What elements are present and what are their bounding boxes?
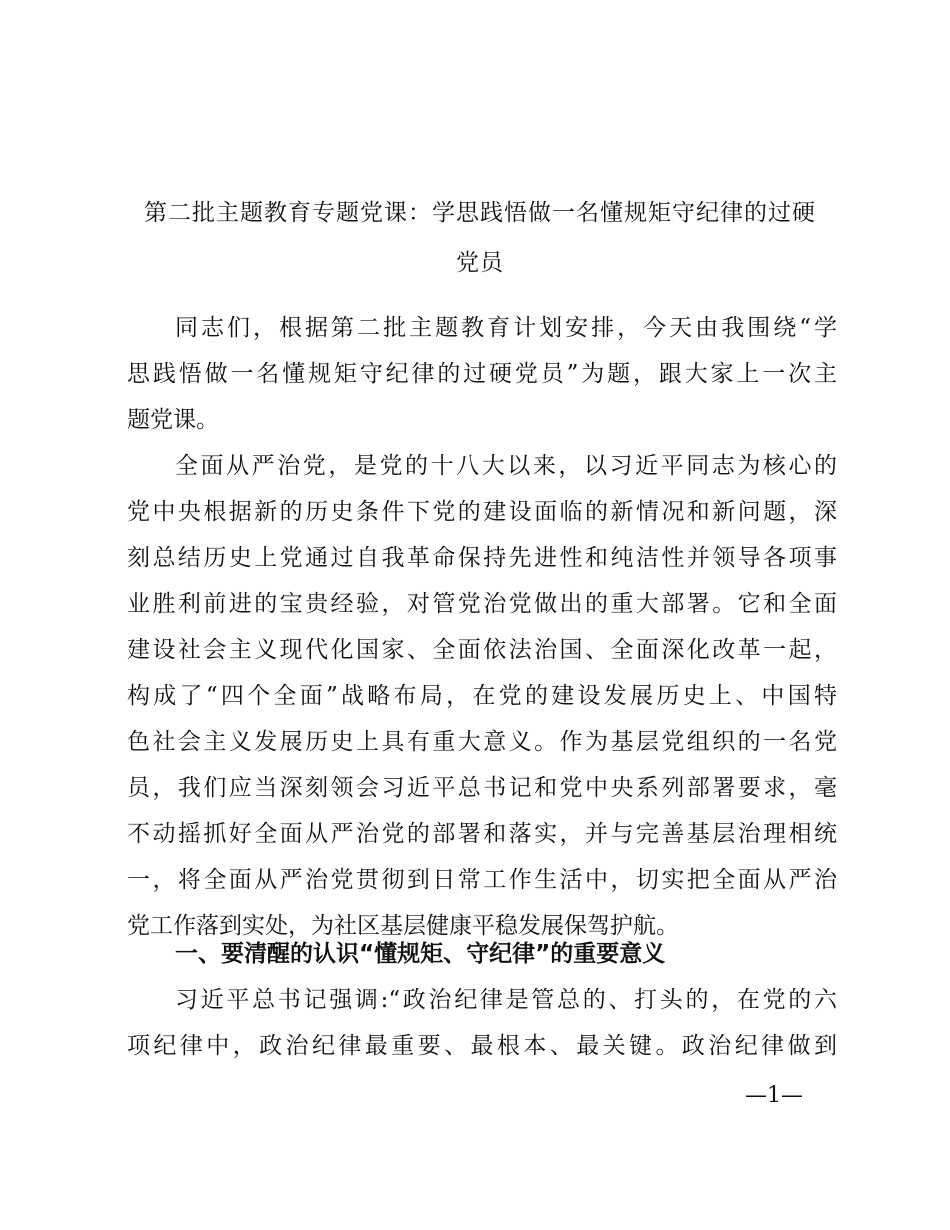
page-number: —1— <box>745 1083 803 1108</box>
document-title-line-2: 党员 <box>456 250 504 276</box>
paragraph-1-line-2: 思践悟做一名懂规矩守纪律的过硬党员”为题，跟大家上一次主 <box>127 361 837 387</box>
paragraph-2-line-7: 色社会主义发展历史上具有重大意义。作为基层党组织的一名党 <box>127 729 837 755</box>
paragraph-2-line-1: 全面从严治党，是党的十八大以来，以习近平同志为核心的 <box>175 453 837 479</box>
paragraph-2-line-8: 员，我们应当深刻领会习近平总书记和党中央系列部署要求，毫 <box>127 775 837 801</box>
paragraph-2-line-11: 党工作落到实处，为社区基层健康平稳发展保驾护航。 <box>127 913 679 939</box>
document-title-line-1: 第二批主题教育专题党课：学思践悟做一名懂规矩守纪律的过硬 <box>144 200 816 226</box>
paragraph-2-line-2: 党中央根据新的历史条件下党的建设面临的新情况和新问题，深 <box>127 499 837 525</box>
paragraph-2-line-4: 业胜利前进的宝贵经验，对管党治党做出的重大部署。它和全面 <box>127 591 837 617</box>
paragraph-2-line-9: 不动摇抓好全面从严治党的部署和落实，并与完善基层治理相统 <box>127 821 837 847</box>
paragraph-2-line-5: 建设社会主义现代化国家、全面依法治国、全面深化改革一起， <box>127 637 837 663</box>
paragraph-1-line-3: 题党课。 <box>127 407 219 433</box>
paragraph-2-line-6: 构成了“四个全面”战略布局，在党的建设发展历史上、中国特 <box>127 683 837 709</box>
paragraph-3-line-2: 项纪律中，政治纪律最重要、最根本、最关键。政治纪律做到 <box>127 1033 837 1059</box>
paragraph-1-line-1: 同志们，根据第二批主题教育计划安排，今天由我围绕“学 <box>175 315 837 341</box>
section-heading-1: 一、要清醒的认识“懂规矩、守纪律”的重要意义 <box>175 941 666 967</box>
paragraph-2-line-10: 一，将全面从严治党贯彻到日常工作生活中，切实把全面从严治 <box>127 867 837 893</box>
paragraph-2-line-3: 刻总结历史上党通过自我革命保持先进性和纯洁性并领导各项事 <box>127 545 837 571</box>
paragraph-3-line-1: 习近平总书记强调:“政治纪律是管总的、打头的，在党的六 <box>175 987 837 1013</box>
